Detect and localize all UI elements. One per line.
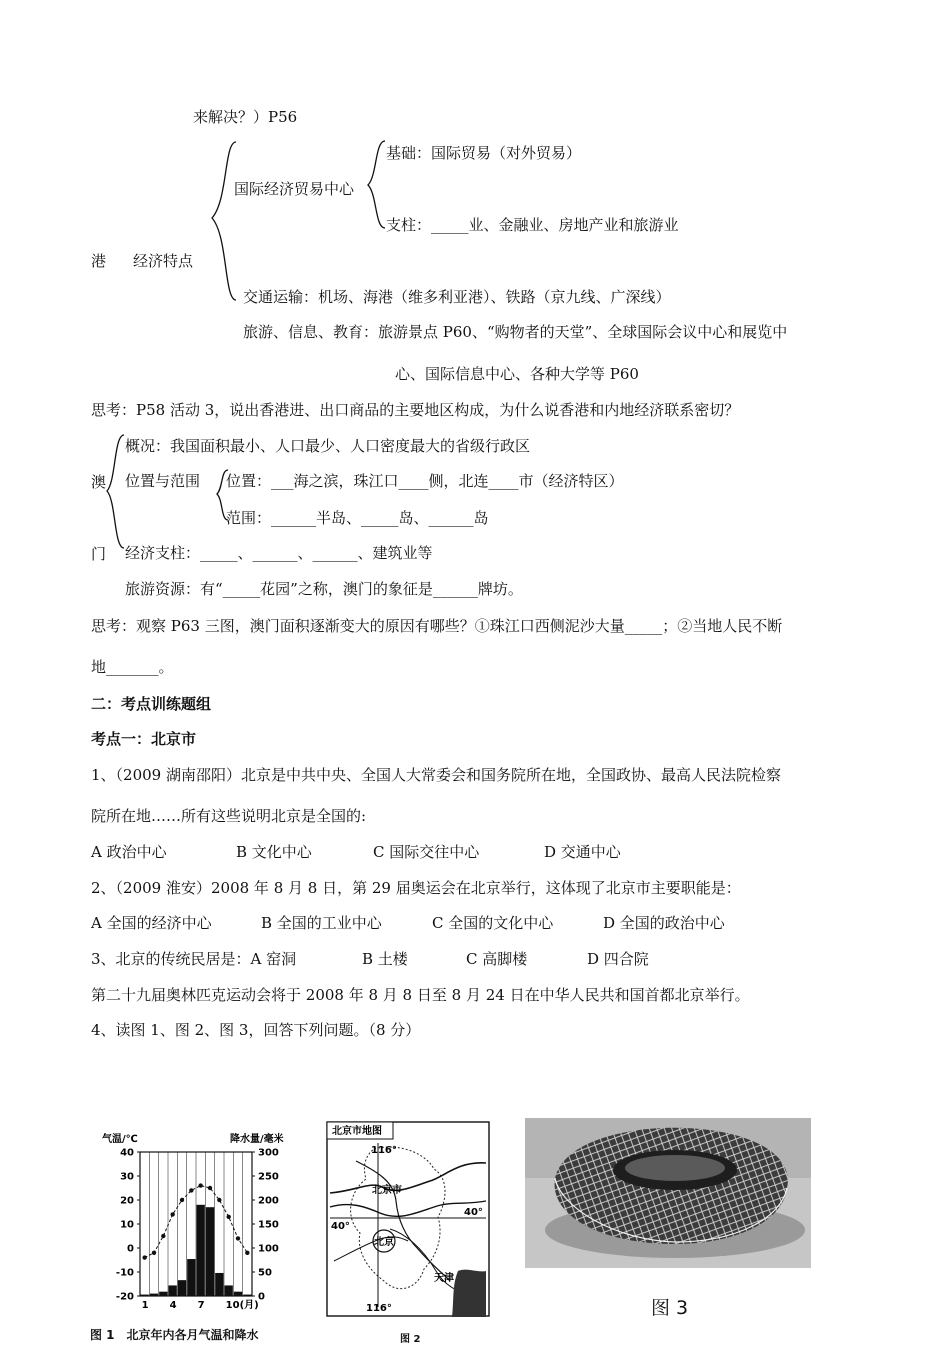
chart-tick-label-right: 250 bbox=[258, 1171, 279, 1183]
macau-scope: 范围：______半岛、_____岛、______岛 bbox=[226, 509, 489, 527]
macau-pillars: 经济支柱：_____、______、______、建筑业等 bbox=[125, 544, 433, 562]
chart-tick-label-left: 20 bbox=[120, 1195, 134, 1207]
brace-hk-trade bbox=[365, 138, 387, 233]
macau-overview: 概况：我国面积最小、人口最少、人口密度最大的省级行政区 bbox=[125, 437, 531, 455]
chart-tick-label-left: -20 bbox=[115, 1291, 134, 1303]
q4-text: 4、读图 1、图 2、图 3，回答下列问题。（8 分） bbox=[91, 1021, 421, 1039]
chart-tick-label-x: 4 bbox=[169, 1300, 177, 1311]
map-label-tianjin: 天津 bbox=[434, 1273, 454, 1284]
macau-think-1: 思考：观察 P63 三图，澳门面积逐渐变大的原因有哪些？①珠江口西侧泥沙大量_____；②当地人民不断 bbox=[91, 617, 783, 635]
chart-temp-point bbox=[226, 1215, 230, 1219]
chart-tick-label-right: 100 bbox=[258, 1243, 279, 1255]
climate-chart bbox=[92, 1128, 307, 1318]
q2-option-c: C 全国的文化中心 bbox=[432, 914, 554, 932]
q1-text-b: 院所在地……所有这些说明北京是全国的: bbox=[91, 807, 367, 825]
chart-temp-point bbox=[208, 1186, 212, 1190]
hk-char: 港 bbox=[91, 252, 107, 270]
chart-bar bbox=[169, 1285, 177, 1296]
tourism-line-1: 旅游、信息、教育：旅游景点 P60、“购物者的天堂”、全球国际会议中心和展览中 bbox=[243, 323, 788, 341]
chart-bar bbox=[243, 1295, 251, 1296]
map-label-lat-right: 40° bbox=[464, 1207, 483, 1218]
q2-option-a: A 全国的经济中心 bbox=[91, 914, 212, 932]
econ-feature-label: 经济特点 bbox=[133, 252, 194, 270]
tourism-line-2: 心、国际信息中心、各种大学等 P60 bbox=[395, 365, 639, 383]
chart-temp-point bbox=[245, 1251, 249, 1255]
chart-tick-label-left: 0 bbox=[127, 1243, 134, 1255]
figure-2-caption: 图 2 bbox=[400, 1334, 421, 1345]
chart-bar bbox=[225, 1285, 233, 1296]
map-label-lon-bottom: 116° bbox=[366, 1303, 392, 1314]
chart-tick-label-x: 10(月) bbox=[225, 1300, 259, 1311]
chart-tick-label-left: -10 bbox=[115, 1267, 134, 1279]
map-label-beijing-city: 北京市 bbox=[372, 1185, 402, 1196]
chart-temp-point bbox=[198, 1183, 202, 1187]
chart-bar bbox=[150, 1294, 158, 1296]
section-title: 二：考点训练题组 bbox=[91, 695, 212, 713]
chart-ylabel-right: 降水量/毫米 bbox=[230, 1134, 284, 1145]
chart-bar bbox=[197, 1205, 205, 1296]
macau-position: 位置：___海之滨，珠江口____侧，北连____市（经济特区） bbox=[226, 472, 624, 490]
loc-scope-label: 位置与范围 bbox=[125, 472, 201, 490]
q3-option-b: B 土楼 bbox=[362, 950, 408, 968]
q1-option-d: D 交通中心 bbox=[544, 843, 621, 861]
q1-text-a: 1、（2009 湖南邵阳）北京是中共中央、全国人大常委会和国务院所在地，全国政协、最高人民法院检察 bbox=[91, 766, 781, 784]
trade-center-label: 国际经济贸易中心 bbox=[234, 180, 355, 198]
chart-tick-label-right: 300 bbox=[258, 1147, 279, 1159]
point-title: 考点一：北京市 bbox=[91, 730, 197, 748]
transport-line: 交通运输：机场、海港（维多利亚港）、铁路（京九线、广深线） bbox=[243, 288, 671, 306]
brace-macau bbox=[104, 433, 126, 551]
q1-option-b: B 文化中心 bbox=[236, 843, 312, 861]
figure-1-caption: 图 1 北京年内各月气温和降水 bbox=[90, 1328, 259, 1342]
chart-tick-label-left: 40 bbox=[120, 1147, 134, 1159]
macau-tourism: 旅游资源：有“_____花园”之称，澳门的象征是______牌坊。 bbox=[125, 580, 523, 598]
q2-option-b: B 全国的工业中心 bbox=[261, 914, 382, 932]
q2-text: 2、（2009 淮安）2008 年 8 月 8 日，第 29 届奥运会在北京举行，这体现了北京市主要职能是： bbox=[91, 879, 741, 897]
chart-tick-label-x: 7 bbox=[197, 1300, 205, 1311]
macau-char-ao: 澳 bbox=[91, 473, 107, 491]
map-label-lat-left: 40° bbox=[331, 1221, 350, 1232]
q3-text: 3、北京的传统民居是：A 窑洞 bbox=[91, 950, 297, 968]
birds-nest-photo bbox=[525, 1118, 811, 1268]
beijing-map bbox=[326, 1121, 490, 1317]
chart-tick-label-right: 150 bbox=[258, 1219, 279, 1231]
chart-temp-point bbox=[236, 1236, 240, 1240]
chart-temp-point bbox=[142, 1255, 146, 1259]
map-label-lon-top: 116° bbox=[371, 1145, 397, 1156]
chart-temp-point bbox=[180, 1198, 184, 1202]
figure-3-caption: 图 3 bbox=[651, 1297, 689, 1319]
map-title: 北京市地图 bbox=[332, 1126, 382, 1137]
chart-temp-point bbox=[161, 1234, 165, 1238]
text-line: 来解决？）P56 bbox=[193, 108, 298, 126]
q1-option-a: A 政治中心 bbox=[91, 843, 167, 861]
brace-hk-outer bbox=[208, 140, 238, 305]
hk-think: 思考：P58 活动 3，说出香港进、出口商品的主要地区构成，为什么说香港和内地经济联系密切？ bbox=[91, 401, 740, 419]
q3-option-d: D 四合院 bbox=[587, 950, 649, 968]
chart-bar bbox=[187, 1259, 195, 1296]
chart-temp-point bbox=[217, 1198, 221, 1202]
chart-tick-label-right: 50 bbox=[258, 1267, 272, 1279]
chart-tick-label-right: 200 bbox=[258, 1195, 279, 1207]
chart-tick-label-x: 1 bbox=[141, 1300, 149, 1311]
chart-bar bbox=[206, 1207, 214, 1296]
chart-bar bbox=[178, 1280, 186, 1296]
chart-bar bbox=[159, 1292, 167, 1296]
q1-option-c: C 国际交往中心 bbox=[373, 843, 480, 861]
chart-bar bbox=[215, 1273, 223, 1296]
chart-temp-point bbox=[170, 1212, 174, 1216]
chart-bar bbox=[141, 1295, 149, 1296]
chart-tick-label-left: 30 bbox=[120, 1171, 134, 1183]
q2-option-d: D 全国的政治中心 bbox=[603, 914, 725, 932]
chart-tick-label-left: 10 bbox=[120, 1219, 134, 1231]
macau-think-2: 地_______。 bbox=[91, 658, 174, 676]
chart-tick-label-right: 0 bbox=[258, 1291, 265, 1303]
trade-pillar: 支柱：_____业、金融业、房地产业和旅游业 bbox=[386, 216, 679, 234]
map-label-beijing: 北京 bbox=[374, 1237, 394, 1248]
olympics-text: 第二十九届奥林匹克运动会将于 2008 年 8 月 8 日至 8 月 24 日在中华人民共和国首都北京举行。 bbox=[91, 986, 750, 1004]
q3-option-c: C 高脚楼 bbox=[466, 950, 528, 968]
chart-temp-point bbox=[189, 1188, 193, 1192]
chart-temp-point bbox=[152, 1251, 156, 1255]
trade-base: 基础：国际贸易（对外贸易） bbox=[386, 144, 582, 162]
chart-ylabel-left: 气温/℃ bbox=[102, 1134, 138, 1145]
macau-char-men: 门 bbox=[91, 545, 107, 563]
chart-bar bbox=[234, 1292, 242, 1296]
